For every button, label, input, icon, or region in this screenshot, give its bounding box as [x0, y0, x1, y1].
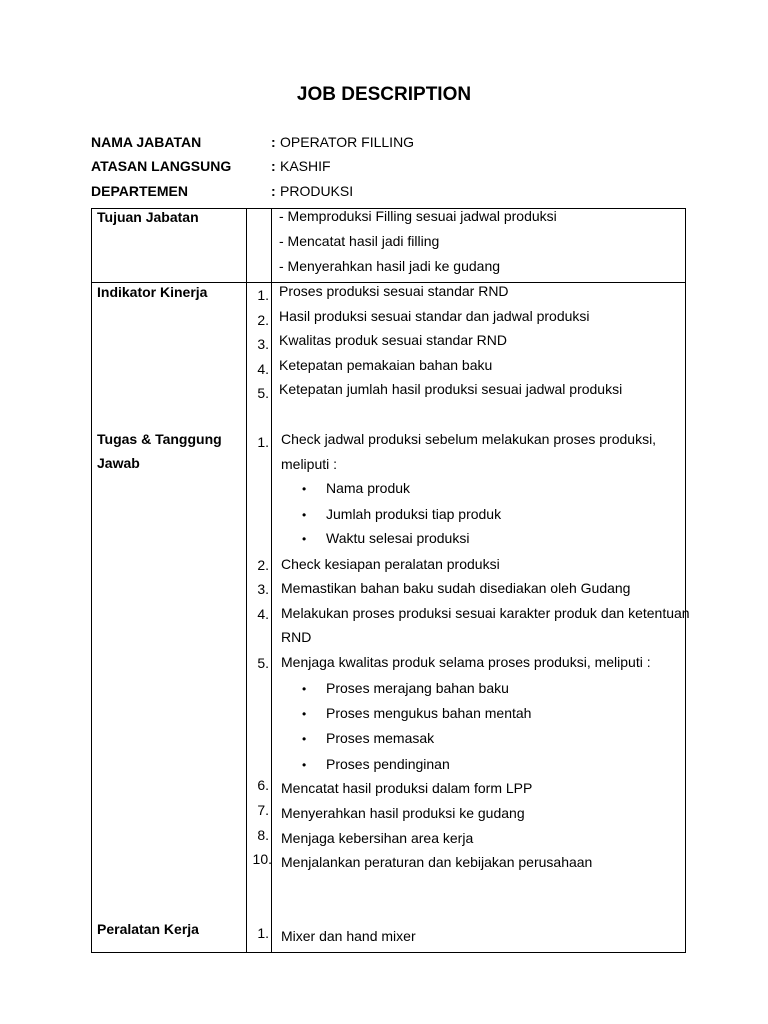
indikator-item: Hasil produksi sesuai standar dan jadwal produksi [279, 308, 590, 324]
supervisor-colon: : [271, 158, 276, 174]
tugas-item: Menjalankan peraturan dan kebijakan perusahaan [281, 854, 593, 870]
bullet-icon: • [302, 482, 307, 496]
tugas-number: 5. [257, 655, 269, 671]
tugas-subitem: Proses memasak [326, 730, 435, 746]
indikator-number: 1. [257, 287, 269, 303]
tugas-item: Check kesiapan peralatan produksi [281, 556, 500, 572]
tugas-item: Menjaga kebersihan area kerja [281, 830, 474, 846]
indikator-item: Ketepatan jumlah hasil produksi sesuai jadwal produksi [279, 381, 623, 397]
tugas-label-line2: Jawab [97, 455, 140, 471]
tugas-item: Melakukan proses produksi sesuai karakter produk dan ketentuan [281, 605, 690, 621]
tugas-item: Check jadwal produksi sebelum melakukan proses produksi, [281, 431, 657, 447]
job-title-label: NAMA JABATAN [91, 134, 202, 150]
tujuan-item: - Mencatat hasil jadi filling [279, 233, 440, 249]
peralatan-item: Mixer dan hand mixer [281, 928, 416, 944]
tugas-label-line1: Tugas & Tanggung [97, 431, 222, 447]
bullet-icon: • [302, 732, 307, 746]
indikator-number: 2. [257, 312, 269, 328]
indikator-item: Proses produksi sesuai standar RND [279, 283, 509, 299]
department-colon: : [271, 183, 276, 199]
indikator-kinerja-label: Indikator Kinerja [97, 284, 208, 300]
tujuan-jabatan-label: Tujuan Jabatan [97, 209, 199, 225]
bullet-icon: • [302, 758, 307, 772]
bullet-icon: • [302, 707, 307, 721]
supervisor-label: ATASAN LANGSUNG [91, 158, 232, 174]
table-divider-right [271, 208, 272, 953]
indikator-number: 5. [257, 385, 269, 401]
tujuan-item: - Menyerahkan hasil jadi ke gudang [279, 258, 501, 274]
tugas-number: 7. [257, 802, 269, 818]
supervisor-value: KASHIF [280, 158, 331, 174]
tugas-subitem: Proses merajang bahan baku [326, 680, 509, 696]
tugas-item-continuation: RND [281, 629, 312, 645]
department-label: DEPARTEMEN [91, 183, 188, 199]
tugas-subitem: Jumlah produksi tiap produk [326, 506, 502, 522]
tugas-subitem: Proses pendinginan [326, 756, 450, 772]
tugas-subitem: Proses mengukus bahan mentah [326, 705, 532, 721]
tugas-item-continuation: meliputi : [281, 456, 338, 472]
tugas-item: Menyerahkan hasil produksi ke gudang [281, 805, 525, 821]
indikator-item: Kwalitas produk sesuai standar RND [279, 332, 507, 348]
tugas-number: 4. [257, 606, 269, 622]
peralatan-number: 1. [257, 925, 269, 941]
page-title: JOB DESCRIPTION [296, 84, 472, 105]
tugas-number: 6. [257, 777, 269, 793]
tugas-number: 1. [257, 434, 269, 450]
tugas-subitem: Waktu selesai produksi [326, 530, 470, 546]
indikator-number: 3. [257, 336, 269, 352]
tugas-number: 8. [257, 827, 269, 843]
indikator-item: Ketepatan pemakaian bahan baku [279, 357, 493, 373]
job-title-colon: : [271, 134, 276, 150]
job-title-value: OPERATOR FILLING [280, 134, 415, 150]
tujuan-item: - Memproduksi Filling sesuai jadwal produksi [279, 208, 557, 224]
department-value: PRODUKSI [280, 183, 354, 199]
tugas-number: 2. [257, 557, 269, 573]
bullet-icon: • [302, 682, 307, 696]
tugas-item: Mencatat hasil produksi dalam form LPP [281, 780, 533, 796]
bullet-icon: • [302, 508, 307, 522]
tugas-item: Memastikan bahan baku sudah disediakan oleh Gudang [281, 580, 631, 596]
peralatan-kerja-label: Peralatan Kerja [97, 921, 199, 937]
tugas-subitem: Nama produk [326, 480, 411, 496]
tugas-item: Menjaga kwalitas produk selama proses produksi, meliputi : [281, 654, 651, 670]
indikator-number: 4. [257, 361, 269, 377]
tugas-number: 10. [252, 851, 272, 867]
tugas-number: 3. [257, 581, 269, 597]
bullet-icon: • [302, 532, 307, 546]
